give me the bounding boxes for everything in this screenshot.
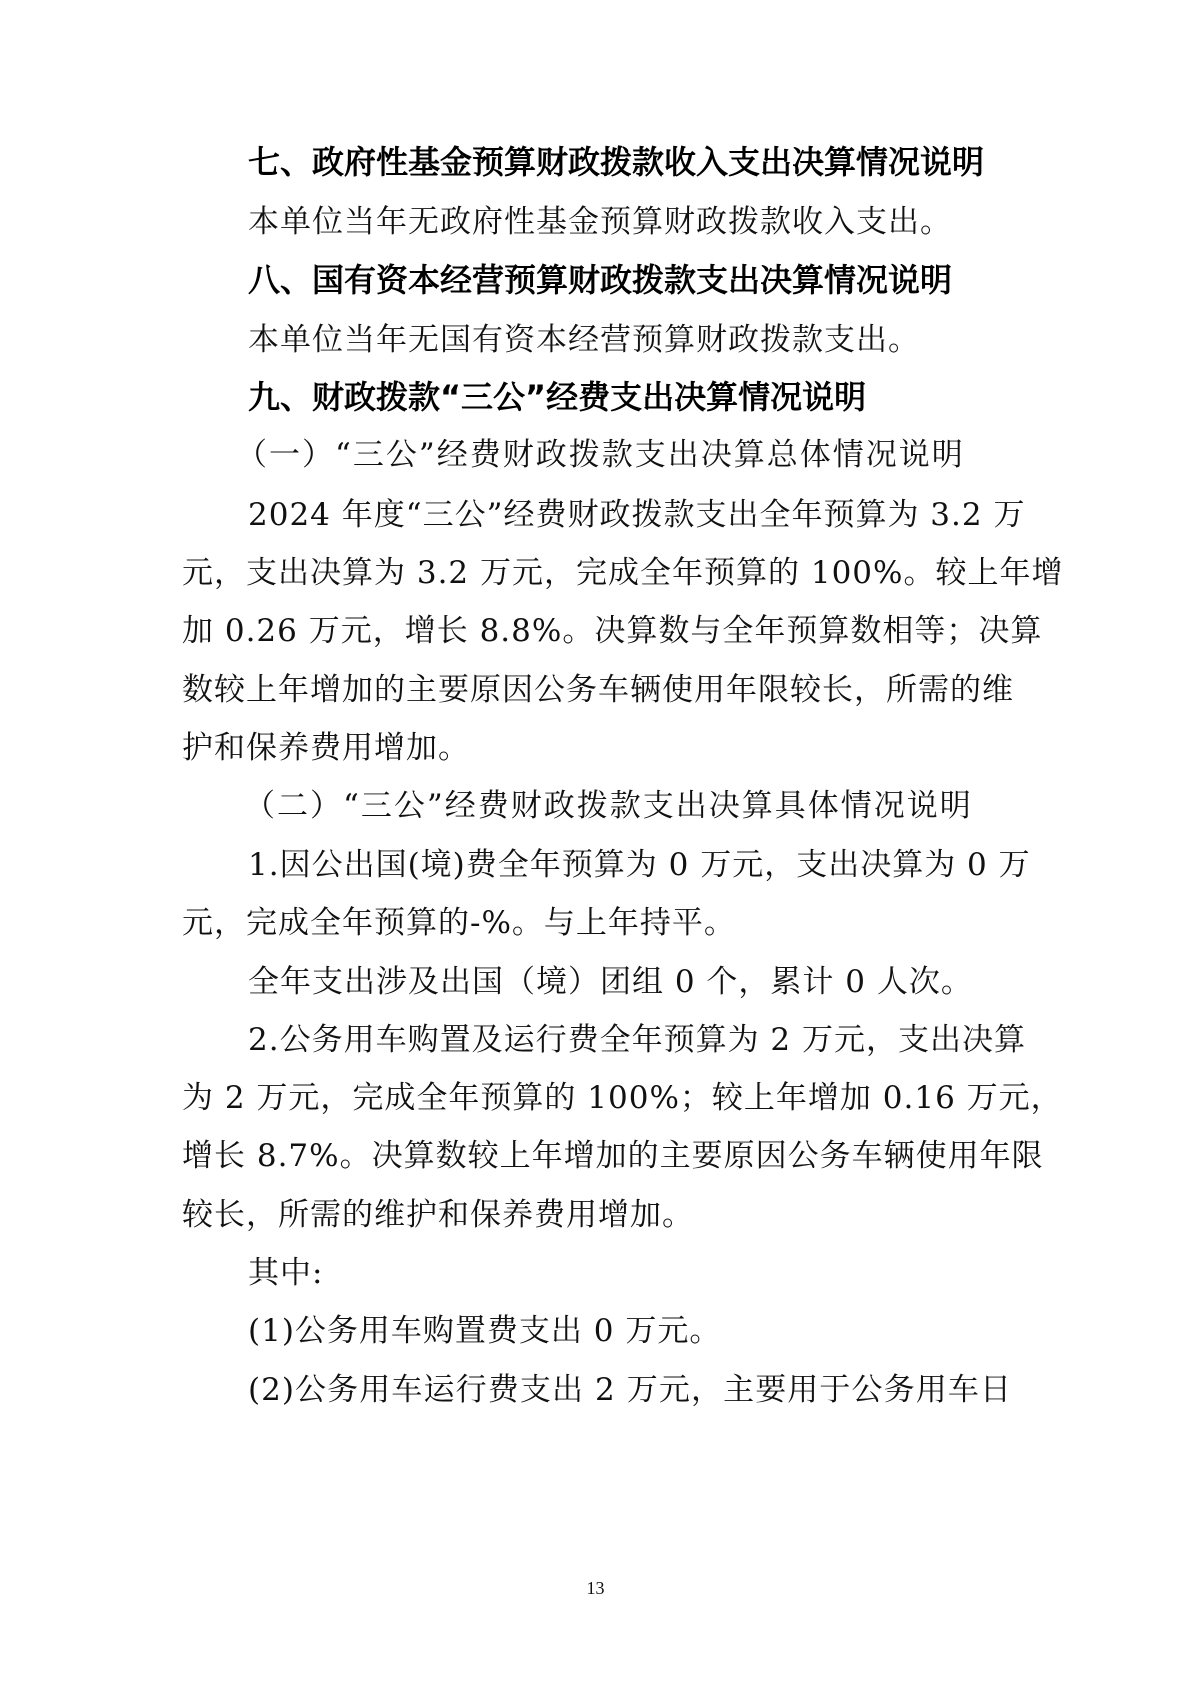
subsection-one-heading: （一）“三公”经费财政拨款支出决算总体情况说明 — [236, 437, 965, 473]
sub-item-one: (1)公务用车购置费支出 0 万元。 — [248, 1313, 722, 1349]
subsection-two-heading: （二）“三公”经费财政拨款支出决算具体情况说明 — [244, 788, 973, 824]
section-nine-heading: 九、财政拨款“三公”经费支出决算情况说明 — [248, 378, 867, 416]
paragraph-line: 较长，所需的维护和保养费用增加。 — [182, 1197, 694, 1233]
paragraph-line: 2.公务用车购置及运行费全年预算为 2 万元，支出决算 — [248, 1022, 1027, 1058]
section-seven-heading: 七、政府性基金预算财政拨款收入支出决算情况说明 — [248, 143, 985, 181]
paragraph-line: 元，支出决算为 3.2 万元，完成全年预算的 100%。较上年增 — [182, 555, 1064, 591]
paragraph-line: 元，完成全年预算的-%。与上年持平。 — [182, 905, 736, 941]
paragraph-line: 1.因公出国(境)费全年预算为 0 万元，支出决算为 0 万 — [248, 847, 1031, 883]
paragraph-line: 数较上年增加的主要原因公务车辆使用年限较长，所需的维 — [182, 672, 1014, 708]
among-label: 其中: — [248, 1255, 324, 1291]
section-seven-body: 本单位当年无政府性基金预算财政拨款收入支出。 — [248, 204, 952, 240]
paragraph-line: 全年支出涉及出国（境）团组 0 个，累计 0 人次。 — [248, 964, 973, 1000]
paragraph-line: 2024 年度“三公”经费财政拨款支出全年预算为 3.2 万 — [248, 497, 1026, 533]
paragraph-line: 增长 8.7%。决算数较上年增加的主要原因公务车辆使用年限 — [182, 1138, 1044, 1174]
paragraph-line: 加 0.26 万元，增长 8.8%。决算数与全年预算数相等；决算 — [182, 613, 1043, 649]
page-number: 13 — [586, 1578, 605, 1598]
paragraph-line: 为 2 万元，完成全年预算的 100%；较上年增加 0.16 万元， — [182, 1080, 1063, 1116]
sub-item-two: (2)公务用车运行费支出 2 万元，主要用于公务用车日 — [248, 1372, 1012, 1408]
section-eight-body: 本单位当年无国有资本经营预算财政拨款支出。 — [248, 322, 920, 358]
section-eight-heading: 八、国有资本经营预算财政拨款支出决算情况说明 — [248, 261, 953, 299]
paragraph-line: 护和保养费用增加。 — [182, 730, 470, 766]
